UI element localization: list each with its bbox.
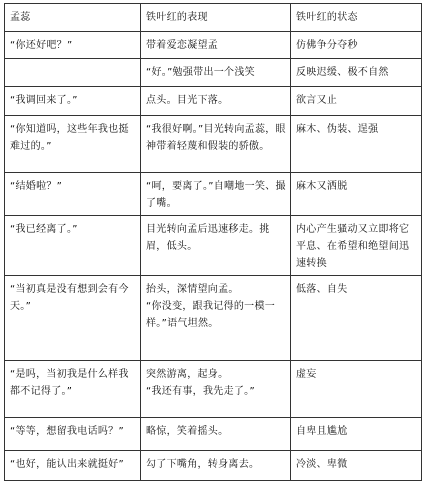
mengrui-line: “你知道吗，这些年我也挺难过的。” [5, 116, 141, 173]
mengrui-line: “当初真是没有想到会有今天。” [5, 276, 141, 361]
mengrui-line: “你还好吧？” [5, 32, 141, 59]
table-row [5, 87, 422, 116]
behavior-cell: “呵，要离了。”自嘲地一笑、撮了嘴。 [141, 173, 291, 216]
table-header-row [5, 4, 422, 32]
state-cell: 低落、自失 [291, 276, 422, 361]
table-row [5, 361, 422, 418]
mengrui-line: “我调回来了。” [5, 87, 141, 116]
header-behavior: 铁叶红的表现 [141, 4, 291, 32]
state-cell: 麻木、伪装、逞强 [291, 116, 422, 173]
state-cell: 麻木又洒脱 [291, 173, 422, 216]
behavior-cell: 带着爱恋凝望孟 [141, 32, 291, 59]
behavior-cell: “好。”勉强带出一个浅笑 [141, 59, 291, 87]
behavior-cell: 目光转向孟后迅速移走。挑眉，低头。 [141, 216, 291, 276]
state-cell: 虚妄 [291, 361, 422, 418]
table-row [5, 32, 422, 59]
state-cell: 反映迟缓、极不自然 [291, 59, 422, 87]
table-row [5, 418, 422, 451]
dialogue-analysis-table [4, 3, 422, 481]
table-row [5, 216, 422, 276]
behavior-cell: 突然游离，起身。 “我还有事，我先走了。” [141, 361, 291, 418]
mengrui-line: “也好，能认出来就挺好” [5, 451, 141, 481]
table-row [5, 59, 422, 87]
state-cell: 欲言又止 [291, 87, 422, 116]
header-state: 铁叶红的状态 [291, 4, 422, 32]
mengrui-line: “结婚啦？” [5, 173, 141, 216]
state-cell: 冷淡、卑微 [291, 451, 422, 481]
table-row [5, 116, 422, 173]
table-row [5, 173, 422, 216]
mengrui-line: “我已经离了。” [5, 216, 141, 276]
table-row [5, 276, 422, 361]
behavior-cell: “我很好啊。”目光转向孟蕊，眼神带着轻蔑和假装的骄傲。 [141, 116, 291, 173]
mengrui-line: “等等，想留我电话吗？” [5, 418, 141, 451]
behavior-cell: 略惊，笑着摇头。 [141, 418, 291, 451]
behavior-cell: 点头。目光下落。 [141, 87, 291, 116]
state-cell: 内心产生骚动又立即将它平息、在希望和绝望间迅速转换 [291, 216, 422, 276]
header-mengrui: 孟蕊 [5, 4, 141, 32]
behavior-cell: 抬头，深情望向孟。 “你没变，跟我记得的一模一样。”语气坦然。 [141, 276, 291, 361]
mengrui-line: “是吗，当初我是什么样我都不记得了。” [5, 361, 141, 418]
mengrui-line [5, 59, 141, 87]
state-cell: 仿佛争分夺秒 [291, 32, 422, 59]
table-row [5, 451, 422, 481]
behavior-cell: 勾了下嘴角，转身离去。 [141, 451, 291, 481]
state-cell: 自卑且尴尬 [291, 418, 422, 451]
